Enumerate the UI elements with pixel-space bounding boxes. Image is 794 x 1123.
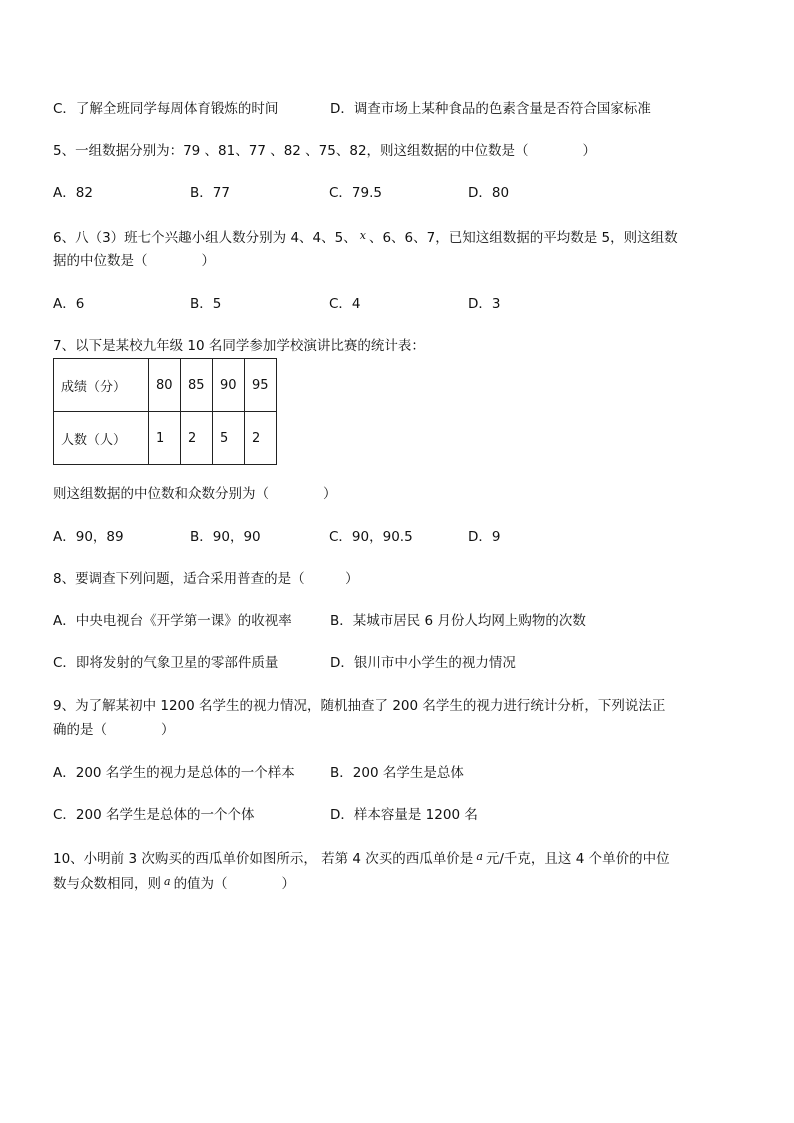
q4-option-d: D．调查市场上某种食品的色素含量是否符合国家标准 bbox=[330, 101, 651, 117]
q7-table-score-cell: 85 bbox=[181, 359, 213, 412]
q9-option-b: B．200 名学生是总体 bbox=[330, 765, 464, 781]
q7-stats-table bbox=[53, 358, 277, 465]
q7-option-c: C．90，90.5 bbox=[329, 529, 413, 545]
q7-table-score-cell: 95 bbox=[245, 359, 277, 412]
q7-table-count-cell: 2 bbox=[245, 412, 277, 465]
q5-stem: 5、一组数据分别为：79 、81、77 、82 、75、82，则这组数据的中位数是（ ） bbox=[53, 143, 597, 159]
q7-option-a: A．90，89 bbox=[53, 529, 124, 545]
q8-stem: 8、要调查下列问题，适合采用普查的是（ ） bbox=[53, 571, 359, 587]
q5-option-d: D．80 bbox=[468, 185, 510, 201]
q8-option-b: B．某城市居民 6 月份人均网上购物的次数 bbox=[330, 613, 586, 629]
q7-table-count-cell: 5 bbox=[213, 412, 245, 465]
q9-option-a: A．200 名学生的视力是总体的一个样本 bbox=[53, 765, 295, 781]
q9-stem-line1: 9、为了解某初中 1200 名学生的视力情况，随机抽查了 200 名学生的视力进行统计分析，下列说法正 bbox=[53, 698, 666, 714]
q9-stem-line2: 确的是（ ） bbox=[53, 722, 175, 738]
q6-option-d: D．3 bbox=[468, 296, 501, 312]
q10-line2-part1: 数与众数相同，则 bbox=[53, 876, 161, 892]
q6-variable-x: x bbox=[359, 229, 366, 242]
q7-table-row-counts bbox=[54, 412, 277, 465]
q7-table-count-cell: 2 bbox=[181, 412, 213, 465]
q10-stem-line2 bbox=[53, 873, 295, 893]
q7-option-b: B．90，90 bbox=[190, 529, 261, 545]
q10-stem-part2: 元/千克，且这 4 个单价的中位 bbox=[485, 851, 670, 867]
q10-stem-part1: 10、小明前 3 次购买的西瓜单价如图所示， 若第 4 次买的西瓜单价是 bbox=[53, 851, 474, 867]
q7-table-score-cell: 80 bbox=[149, 359, 181, 412]
q8-option-d: D．银川市中小学生的视力情况 bbox=[330, 655, 516, 671]
q8-option-c: C．即将发射的气象卫星的零部件质量 bbox=[53, 655, 279, 671]
q9-option-c: C．200 名学生是总体的一个个体 bbox=[53, 807, 255, 823]
q5-option-a: A．82 bbox=[53, 185, 93, 201]
q6-stem-part1: 6、八（3）班七个兴趣小组人数分别为 4、4、5、 bbox=[53, 230, 357, 246]
q7-stem: 7、以下是某校九年级 10 名同学参加学校演讲比赛的统计表： bbox=[53, 338, 425, 354]
q5-option-b: B．77 bbox=[190, 185, 230, 201]
q10-line2-part2: 的值为（ ） bbox=[173, 876, 296, 892]
q10-variable-a: a bbox=[476, 850, 483, 863]
q9-option-d: D．样本容量是 1200 名 bbox=[330, 807, 478, 823]
q6-option-a: A．6 bbox=[53, 296, 85, 312]
q6-stem-part2: 、6、6、7，已知这组数据的平均数是 5，则这组数 bbox=[368, 230, 678, 246]
q6-option-c: C．4 bbox=[329, 296, 361, 312]
q7-table-header-score: 成绩（分） bbox=[54, 359, 149, 412]
q10-variable-a-2: a bbox=[164, 875, 171, 888]
q10-stem-line1 bbox=[53, 848, 670, 868]
q7-option-d: D．9 bbox=[468, 529, 501, 545]
q8-option-a: A．中央电视台《开学第一课》的收视率 bbox=[53, 613, 292, 629]
q7-table-header-count: 人数（人） bbox=[54, 412, 149, 465]
q4-option-c: C．了解全班同学每周体育锻炼的时间 bbox=[53, 101, 279, 117]
q7-table-row-scores bbox=[54, 359, 277, 412]
q7-question: 则这组数据的中位数和众数分别为（ ） bbox=[53, 486, 337, 502]
q6-stem-line2: 据的中位数是（ ） bbox=[53, 253, 215, 269]
q5-option-c: C．79.5 bbox=[329, 185, 382, 201]
q6-stem-line1 bbox=[53, 227, 678, 247]
q6-option-b: B．5 bbox=[190, 296, 222, 312]
q7-table-count-cell: 1 bbox=[149, 412, 181, 465]
q7-table-score-cell: 90 bbox=[213, 359, 245, 412]
